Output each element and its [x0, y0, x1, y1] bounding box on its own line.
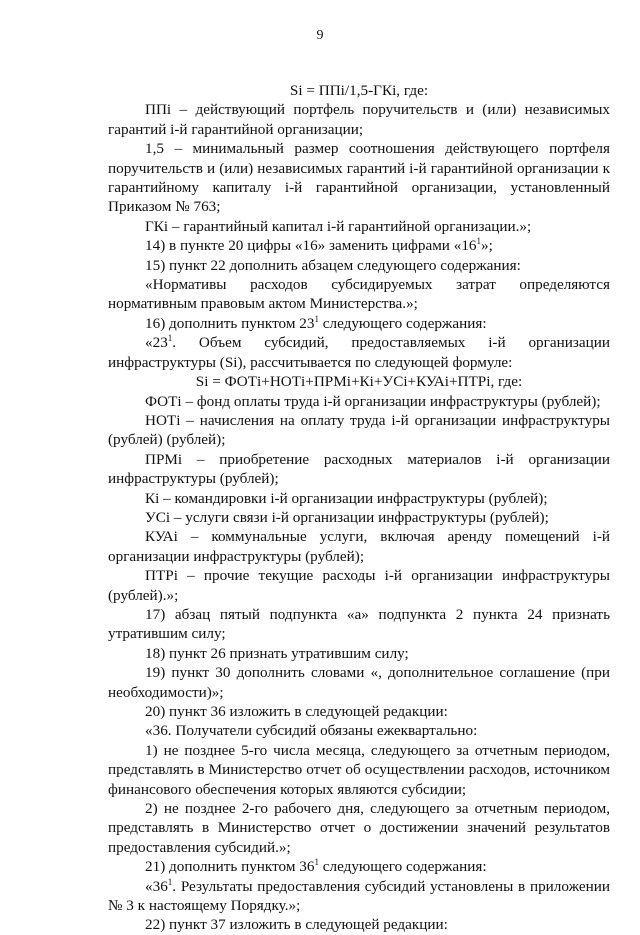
paragraph-text: 14) в пункте 20 цифры «16» заменить цифрами «16 [145, 237, 477, 255]
paragraph-text-tail: . Объем субсидий, предоставляемых i-й организации инфраструктуры (Si), рассчитывается по следующей формуле: [108, 334, 610, 371]
paragraph-text: 18) пункт 26 признать утратившим силу; [145, 644, 409, 662]
paragraph [108, 527, 610, 566]
paragraph-text: «36. Получатели субсидий обязаны ежеквартально: [145, 722, 478, 740]
paragraph [108, 605, 610, 644]
paragraph [108, 139, 610, 217]
superscript-index: 1 [167, 876, 173, 887]
paragraph [108, 508, 610, 527]
paragraph [108, 333, 610, 372]
paragraph [108, 566, 610, 605]
paragraph [108, 799, 610, 857]
paragraph [108, 663, 610, 702]
paragraph [108, 256, 610, 275]
paragraph [108, 372, 610, 391]
paragraph-text: 22) пункт 37 изложить в следующей редакции: [145, 916, 448, 934]
paragraph-text: 17) абзац пятый подпункта «а» подпункта 2 пункта 24 признать утратившим силу; [108, 605, 610, 643]
paragraph-text: НОТi – начисления на оплату труда i-й организации инфраструктуры (рублей) (рублей); [108, 411, 610, 449]
paragraph [108, 644, 610, 663]
paragraph [108, 450, 610, 489]
page-number: 9 [316, 28, 324, 43]
superscript-index: 1 [314, 313, 319, 324]
paragraph-text: 21) дополнить пунктом 36 [145, 858, 315, 876]
paragraph [108, 275, 610, 314]
paragraph-text: ПРМi – приобретение расходных материалов i-й организации инфраструктуры (рублей); [108, 450, 610, 488]
paragraph [108, 857, 610, 876]
paragraph-text: «36 [145, 877, 168, 895]
paragraph-text-tail: . Результаты предоставления субсидий установлены в приложении № 3 к настоящему Порядку.»; [108, 877, 610, 915]
paragraph [108, 81, 610, 100]
document-body [108, 81, 610, 935]
paragraph-text: ФОТi – фонд оплаты труда i-й организации инфраструктуры (рублей); [145, 392, 601, 410]
paragraph-text: 2) не позднее 2-го рабочего дня, следующего за отчетным периодом, представлять в Министерство отчет о достижении значений результатов предоставления субсидий.»; [108, 800, 610, 856]
paragraph-text: 20) пункт 36 изложить в следующей редакции: [145, 703, 448, 720]
paragraph-text-tail: следующего содержания: [318, 858, 487, 876]
superscript-index: 1 [167, 333, 173, 344]
paragraph [108, 411, 610, 450]
paragraph-text-tail: »; [481, 237, 493, 255]
paragraph-text: 16) дополнить пунктом 23 [145, 314, 315, 332]
paragraph-text: 19) пункт 30 дополнить словами «, дополнительное соглашение (при необходимости)»; [108, 664, 610, 701]
paragraph-text: Si = ФОТi+НОТi+ПРМi+Кi+УСi+КУАi+ПТРi, где: [195, 373, 523, 391]
paragraph [108, 915, 610, 934]
paragraph-text: Кi – командировки i-й организации инфраструктуры (рублей); [145, 489, 548, 507]
paragraph [108, 236, 610, 255]
paragraph [108, 217, 610, 236]
paragraph [108, 741, 610, 799]
paragraph [108, 100, 610, 139]
paragraph [108, 702, 610, 721]
paragraph-text: «Нормативы расходов субсидируемых затрат определяются нормативным правовым актом Министерства.»; [108, 276, 610, 313]
paragraph [108, 392, 610, 411]
paragraph-text: 1) не позднее 5-го числа месяца, следующего за отчетным периодом, представлять в Министерство отчет об осуществлении расходов, источником финансового обеспечения которых являются субсидии; [108, 741, 610, 798]
paragraph-text: УСi – услуги связи i-й организации инфраструктуры (рублей); [145, 508, 549, 526]
paragraph [108, 489, 610, 508]
superscript-index: 1 [476, 236, 482, 247]
paragraph [108, 721, 610, 740]
paragraph-text: ПТРi – прочие текущие расходы i-й организации инфраструктуры (рублей).»; [108, 567, 610, 604]
paragraph [108, 314, 610, 333]
paragraph [108, 877, 610, 916]
paragraph-text: ППi – действующий портфель поручительств и (или) независимых гарантий i-й гарантийной организации; [108, 101, 610, 138]
paragraph-text: 15) пункт 22 дополнить абзацем следующего содержания: [145, 256, 521, 274]
paragraph-text: 1,5 – минимальный размер соотношения действующего портфеля поручительств и (или) независимых гарантий i-й гарантийной организации к гарантийному капиталу i-й гарантийной организации, установленный Приказом № 763; [108, 140, 610, 216]
paragraph-text: ГКi – гарантийный капитал i-й гарантийной организации.»; [145, 217, 532, 235]
paragraph-text: Si = ППi/1,5-ГКi, где: [289, 82, 429, 99]
paragraph-text: «23 [145, 334, 168, 352]
superscript-index: 1 [314, 857, 319, 868]
paragraph-text-tail: следующего содержания: [318, 314, 487, 332]
paragraph-text: КУАi – коммунальные услуги, включая аренду помещений i-й организации инфраструктуры (рублей); [108, 528, 610, 565]
